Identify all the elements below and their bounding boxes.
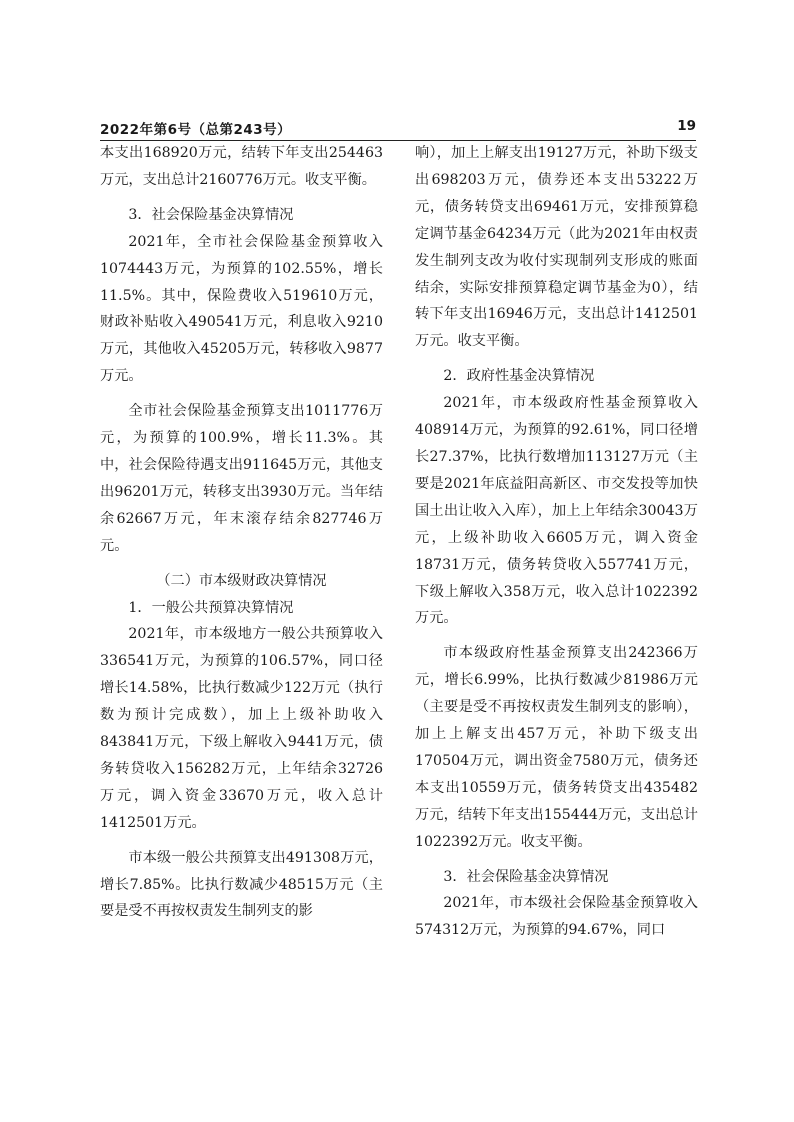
left-column (100, 140, 383, 925)
paragraph: 全市社会保险基金预算支出1011776万元，为预算的100.9%，增长11.3%。其中，社会保险待遇支出911645万元，其他支出96201万元，转移支出3930万元。当年结余62667万元，年末滚存结余827746万元。 (100, 403, 383, 554)
issue-label: 2022年第6号（总第243号） (100, 122, 292, 138)
section-heading: 2．政府性基金决算情况 (443, 368, 595, 385)
paragraph: 2021年，全市社会保险基金预算收入1074443万元，为预算的102.55%，增长11.5%。其中，保险费收入519610万元，财政补贴收入490541万元，利息收入9210万元，其他收入45205万元，转移收入9877万元。 (100, 233, 383, 385)
paragraph: 市本级一般公共预算支出491308万元，增长7.85%。比执行数减少48515万元（主要是受不再按权责发生制列支的影 (100, 849, 383, 920)
paragraph: 2021年，市本级地方一般公共预算收入336541万元，为预算的106.57%，同口径增长14.58%，比执行数减少122万元（执行数为预计完成数），加上上级补助收入843841万元，下级上解收入9441万元，债务转贷收入156282万元，上年结余32726万元，调入资金33670万元，收入总计1412501万元。 (100, 626, 383, 831)
section-heading: 1．一般公共预算决算情况 (128, 599, 294, 616)
section-heading: （二）市本级财政决算情况 (156, 572, 327, 589)
paragraph: 市本级政府性基金预算支出242366万元，增长6.99%，比执行数减少81986万元（主要是受不再按权责发生制列支的影响），加上上解支出457万元，补助下级支出170504万元，调出资金7580万元，债务还本支出10559万元，债务转贷支出435482万元，结转下年支出155444万元，支出总计1022392万元。收支平衡。 (415, 645, 698, 850)
paragraph: 2021年，市本级政府性基金预算收入408914万元，为预算的92.61%，同口径增长27.37%，比执行数增加113127万元（主要是2021年底益阳高新区、市交发投等加快国土出让收入入库），加上上年结余30043万元，上级补助收入6605万元，调入资金18731万元，债务转贷收入557741万元，下级上解收入358万元，收入总计1022392万元。 (415, 395, 698, 627)
page-header (100, 118, 696, 141)
paragraph: 本支出168920万元，结转下年支出254463万元，支出总计2160776万元。收支平衡。 (100, 145, 383, 188)
paragraph: 响），加上上解支出19127万元，补助下级支出698203万元，债券还本支出53222万元，债务转贷支出69461万元，安排预算稳定调节基金64234万元（此为2021年由权责发生制列支改为收付实现制列支形成的账面结余，实际安排预算稳定调节基金为0），结转下年支出16946万元，支出总计1412501万元。收支平衡。 (415, 145, 698, 350)
paragraph: 2021年，市本级社会保险基金预算收入574312万元，为预算的94.67%，同口 (415, 895, 698, 939)
page-number: 19 (677, 118, 696, 134)
right-column (415, 140, 698, 944)
section-heading: 3．社会保险基金决算情况 (443, 868, 609, 885)
section-heading: 3．社会保险基金决算情况 (128, 206, 294, 223)
